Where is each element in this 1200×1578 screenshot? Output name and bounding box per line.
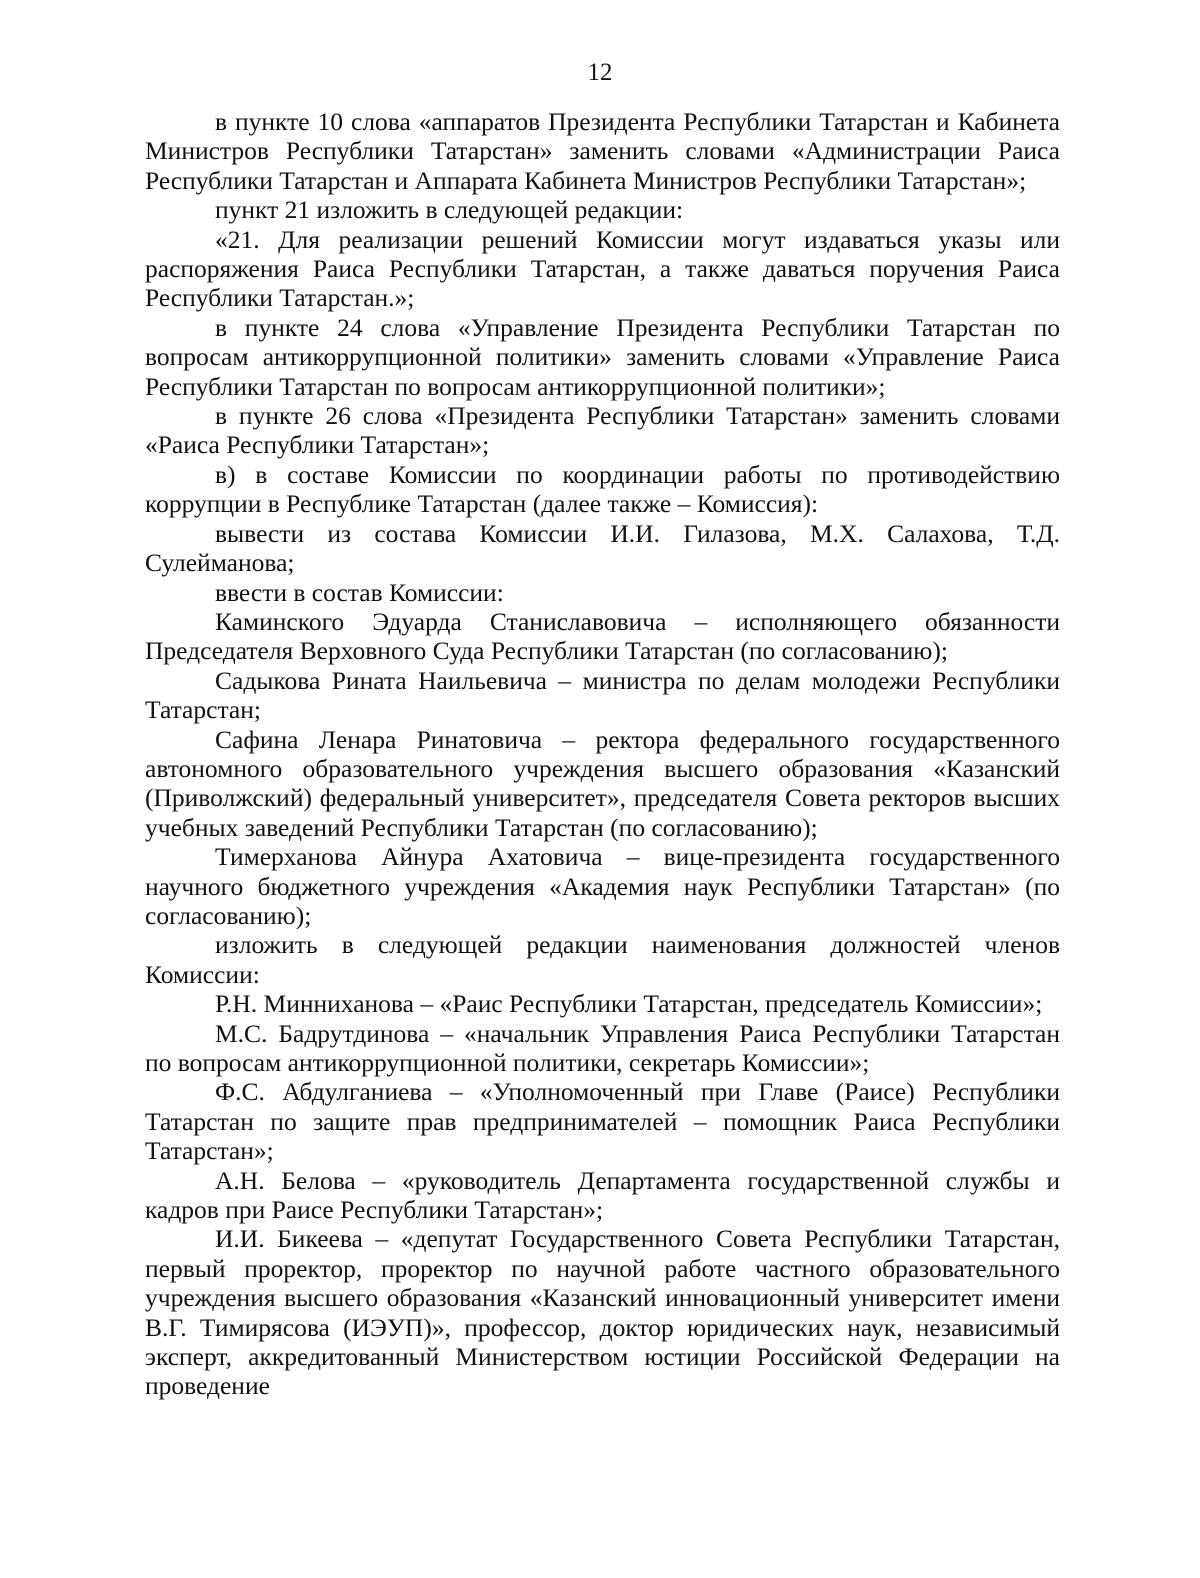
paragraph: А.Н. Белова – «руководитель Департамента государственной службы и кадров при Раисе Республики Татарстан»; xyxy=(145,1165,1060,1225)
paragraph: М.С. Бадрутдинова – «начальник Управления Раиса Республики Татарстан по вопросам антикоррупционной политики, секретарь Комиссии»; xyxy=(145,1018,1060,1077)
paragraph: пункт 21 изложить в следующей редакции: xyxy=(215,195,684,225)
paragraph: Тимерханова Айнура Ахатовича – вице-президента государственного научного бюджетного учреждения «Академия наук Республики Татарстан» (по согласованию); xyxy=(145,842,1060,930)
paragraph: Р.Н. Минниханова – «Раис Республики Татарстан, председатель Комиссии»; xyxy=(215,989,1043,1019)
paragraph: вывести из состава Комиссии И.И. Гилазова, М.Х. Салахова, Т.Д. Сулейманова; xyxy=(145,518,1060,578)
document-body xyxy=(145,107,1060,1401)
paragraph: ввести в состав Комиссии: xyxy=(215,577,504,607)
paragraph: в пункте 24 слова «Управление Президента Республики Татарстан по вопросам антикоррупционной политики» заменить словами «Управление Раиса Республики Татарстан по вопросам антикоррупционной политики»; xyxy=(145,312,1060,401)
paragraph: в пункте 26 слова «Президента Республики Татарстан» заменить словами «Раиса Республики Татарстан»; xyxy=(145,401,1060,460)
paragraph: в) в составе Комиссии по координации работы по противодействию коррупции в Республике Татарстан (далее также – Комиссия): xyxy=(145,459,1060,519)
paragraph: Каминского Эдуарда Станиславовича – исполняющего обязанности Председателя Верховного Суда Республики Татарстан (по согласованию); xyxy=(145,606,1060,666)
paragraph: Садыкова Рината Наильевича – министра по делам молодежи Республики Татарстан; xyxy=(145,665,1060,725)
paragraph: в пункте 10 слова «аппаратов Президента Республики Татарстан и Кабинета Министров Республики Татарстан» заменить словами «Администрации Раиса Республики Татарстан и Аппарата Кабинета Министров Республики Татарстан»; xyxy=(145,107,1060,195)
page-number: 12 xyxy=(587,59,613,86)
paragraph: «21. Для реализации решений Комиссии могут издаваться указы или распоряжения Раиса Республики Татарстан, а также даваться поручения Раиса Республики Татарстан.»; xyxy=(145,224,1060,313)
paragraph: изложить в следующей редакции наименования должностей членов Комиссии: xyxy=(145,930,1060,989)
paragraph: Ф.С. Абдулганиева – «Уполномоченный при Главе (Раисе) Республики Татарстан по защите прав предпринимателей – помощник Раиса Республики Татарстан»; xyxy=(145,1077,1060,1166)
paragraph: Сафина Ленара Ринатовича – ректора федерального государственного автономного образовательного учреждения высшего образования «Казанский (Приволжский) федеральный университет», председателя Совета ректоров высших учебных заведений Республики Татарстан (по согласованию); xyxy=(145,724,1060,842)
paragraph: И.И. Бикеева – «депутат Государственного Совета Республики Татарстан, первый проректор, проректор по научной работе частного образовательного учреждения высшего образования «Казанский инновационный университет имени В.Г. Тимирясова (ИЭУП)», профессор, доктор юридических наук, независимый эксперт, аккредитованный Министерством юстиции Российской Федерации на проведение xyxy=(145,1224,1060,1401)
